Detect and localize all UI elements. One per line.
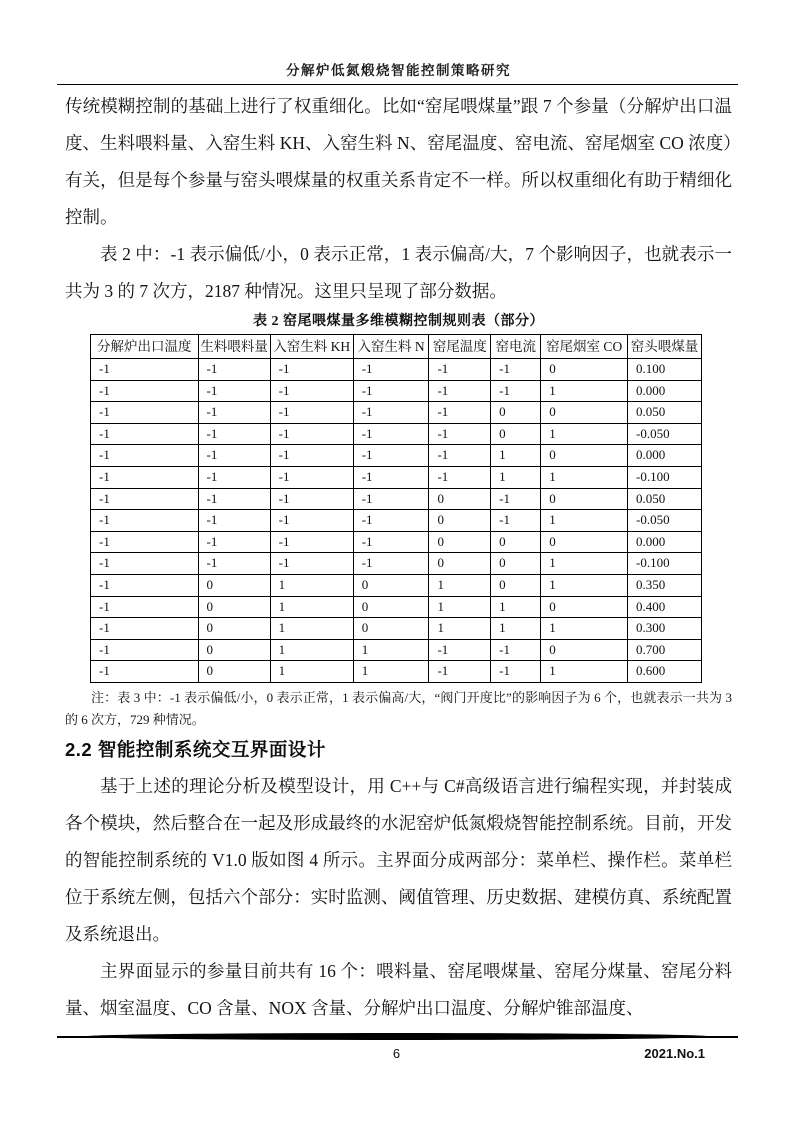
paragraph-main-interface-params: 主界面显示的参量目前共有 16 个：喂料量、窑尾喂煤量、窑尾分煤量、窑尾分料量、烟室温度、CO 含量、NOX 含量、分解炉出口温度、分解炉锥部温度、 <box>65 960 732 1018</box>
paragraph-weight-refinement: 传统模糊控制的基础上进行了权重细化。比如“窑尾喂煤量”跟 7 个参量（分解炉出口温度、生料喂料量、入窑生料 KH、入窑生料 N、窑尾温度、窑电流、窑尾烟室 CO 浓度）有关，但是每个参量与窑头喂煤量的权重关系肯定不一样。所以权重细化有助于精细化控制。 <box>65 96 732 227</box>
table-cell: 0.050 <box>628 402 702 424</box>
table-cell: 1 <box>429 618 491 640</box>
table-row <box>91 618 702 640</box>
rules-table <box>90 334 702 683</box>
table-cell: -1 <box>429 445 491 467</box>
table-cell: 1 <box>270 639 353 661</box>
table-row <box>91 466 702 488</box>
table-cell: 1 <box>541 510 628 532</box>
table-cell: 0 <box>198 661 270 683</box>
table-cell: -1 <box>198 553 270 575</box>
table-cell: 0.400 <box>628 596 702 618</box>
table-cell: -1 <box>91 531 199 553</box>
table-cell: 1 <box>270 618 353 640</box>
table-cell: 0 <box>353 574 429 596</box>
table-row <box>91 510 702 532</box>
journal-issue: 2021.No.1 <box>644 1046 705 1061</box>
table-cell: 0 <box>541 445 628 467</box>
table-cell: -1 <box>353 445 429 467</box>
table-row <box>91 574 702 596</box>
table-cell: 1 <box>541 380 628 402</box>
table-cell: -1 <box>353 531 429 553</box>
table-cell: 1 <box>541 574 628 596</box>
table-cell: -1 <box>429 661 491 683</box>
table-cell: 1 <box>270 596 353 618</box>
table-cell: 1 <box>491 445 541 467</box>
table-cell: 0 <box>491 423 541 445</box>
table-cell: -1 <box>270 488 353 510</box>
table-row <box>91 423 702 445</box>
table-cell: 0 <box>541 488 628 510</box>
column-header: 入窑生料 KH <box>270 335 353 359</box>
table-cell: -1 <box>198 359 270 381</box>
table-cell: -1 <box>491 639 541 661</box>
table-cell: -0.100 <box>628 553 702 575</box>
table-cell: -1 <box>270 553 353 575</box>
table-cell: -1 <box>198 531 270 553</box>
running-head-title: 分解炉低氮煅烧智能控制策略研究 <box>286 63 511 78</box>
table-cell: 0 <box>353 596 429 618</box>
table-header-row <box>91 335 702 359</box>
table-cell: 0 <box>491 402 541 424</box>
column-header: 窑电流 <box>491 335 541 359</box>
table-cell: -1 <box>270 466 353 488</box>
table-cell: 0.300 <box>628 618 702 640</box>
table-cell: -1 <box>353 402 429 424</box>
table-cell: 1 <box>541 553 628 575</box>
table-cell: 1 <box>429 596 491 618</box>
table-cell: -1 <box>198 466 270 488</box>
table-cell: -1 <box>91 423 199 445</box>
page-number: 6 <box>392 1046 401 1061</box>
table-cell: -1 <box>491 359 541 381</box>
table-row <box>91 596 702 618</box>
table-cell: 1 <box>541 661 628 683</box>
table-row <box>91 531 702 553</box>
table-cell: -1 <box>270 423 353 445</box>
table-cell: -1 <box>353 466 429 488</box>
table-cell: -1 <box>270 510 353 532</box>
table-cell: -1 <box>270 531 353 553</box>
table-cell: 0.700 <box>628 639 702 661</box>
table-cell: -1 <box>198 510 270 532</box>
table-cell: 1 <box>429 574 491 596</box>
page-content <box>65 88 732 1027</box>
table-cell: 0.600 <box>628 661 702 683</box>
table-cell: 0.100 <box>628 359 702 381</box>
table-cell: -1 <box>429 402 491 424</box>
table-cell: -1 <box>91 596 199 618</box>
table-cell: -1 <box>353 510 429 532</box>
table-cell: -1 <box>91 618 199 640</box>
column-header: 窑尾烟室 CO <box>541 335 628 359</box>
table-cell: -1 <box>270 380 353 402</box>
table-cell: 0 <box>541 639 628 661</box>
paragraph-table2-explanation: 表 2 中：-1 表示偏低/小，0 表示正常，1 表示偏高/大，7 个影响因子，也就表示一共为 3 的 7 次方，2187 种情况。这里只呈现了部分数据。 <box>65 244 732 301</box>
table-cell: -1 <box>491 380 541 402</box>
table-cell: -1 <box>353 380 429 402</box>
table-cell: 0.000 <box>628 445 702 467</box>
table-cell: -1 <box>198 423 270 445</box>
table-cell: -1 <box>270 359 353 381</box>
table-cell: 1 <box>541 423 628 445</box>
column-header: 窑头喂煤量 <box>628 335 702 359</box>
table-cell: -1 <box>91 445 199 467</box>
table-cell: -1 <box>270 445 353 467</box>
table-cell: -1 <box>198 380 270 402</box>
table-cell: 0 <box>541 531 628 553</box>
table-cell: 0.000 <box>628 531 702 553</box>
table-cell: 0 <box>541 359 628 381</box>
table-cell: -1 <box>91 639 199 661</box>
table-cell: -1 <box>491 661 541 683</box>
table-cell: 1 <box>541 618 628 640</box>
table-cell: 0 <box>198 596 270 618</box>
table-cell: -1 <box>353 359 429 381</box>
table-cell: 0 <box>491 531 541 553</box>
table-cell: -1 <box>353 488 429 510</box>
table-cell: -1 <box>270 402 353 424</box>
table-cell: -1 <box>91 510 199 532</box>
table-row <box>91 553 702 575</box>
table-cell: -1 <box>91 466 199 488</box>
table-caption: 表 2 窑尾喂煤量多维模糊控制规则表（部分） <box>253 314 544 329</box>
table-row <box>91 488 702 510</box>
table-cell: -1 <box>429 466 491 488</box>
table-row <box>91 661 702 683</box>
table-row <box>91 445 702 467</box>
table-cell: -1 <box>429 639 491 661</box>
column-header: 窑尾温度 <box>429 335 491 359</box>
table-cell: 0 <box>353 618 429 640</box>
table-cell: 1 <box>353 661 429 683</box>
footer-rule <box>57 1033 738 1041</box>
table-cell: 1 <box>491 596 541 618</box>
table-cell: -1 <box>353 553 429 575</box>
table-cell: -1 <box>91 488 199 510</box>
column-header: 入窑生料 N <box>353 335 429 359</box>
table-cell: 0 <box>541 402 628 424</box>
table-cell: 0 <box>429 531 491 553</box>
table-cell: -0.050 <box>628 423 702 445</box>
table-cell: -1 <box>429 423 491 445</box>
column-header: 生料喂料量 <box>198 335 270 359</box>
table-cell: 0.050 <box>628 488 702 510</box>
table-row <box>91 359 702 381</box>
table-cell: -0.100 <box>628 466 702 488</box>
table-cell: 0 <box>491 574 541 596</box>
table-cell: -1 <box>198 445 270 467</box>
table-cell: -0.050 <box>628 510 702 532</box>
section-heading-2-2: 2.2 智能控制系统交互界面设计 <box>65 738 326 760</box>
table-cell: -1 <box>91 661 199 683</box>
table-cell: 0 <box>429 510 491 532</box>
table-cell: -1 <box>91 402 199 424</box>
table-row <box>91 380 702 402</box>
table-cell: -1 <box>353 423 429 445</box>
table-row <box>91 402 702 424</box>
table-cell: 0 <box>491 553 541 575</box>
table-cell: 1 <box>541 466 628 488</box>
footer-rule-thick-stroke <box>84 1033 711 1040</box>
table-row <box>91 639 702 661</box>
header-rule <box>57 84 738 85</box>
table-cell: -1 <box>91 553 199 575</box>
column-header: 分解炉出口温度 <box>91 335 199 359</box>
table-cell: 0 <box>198 574 270 596</box>
table-cell: -1 <box>91 380 199 402</box>
table-cell: 1 <box>270 661 353 683</box>
table-cell: 1 <box>353 639 429 661</box>
table-cell: 1 <box>270 574 353 596</box>
table-cell: -1 <box>491 510 541 532</box>
table-cell: 1 <box>491 466 541 488</box>
table-cell: 0 <box>198 618 270 640</box>
paragraph-system-implementation: 基于上述的理论分析及模型设计，用 C++与 C#高级语言进行编程实现，并封装成各个模块，然后整合在一起及形成最终的水泥窑炉低氮煅烧智能控制系统。目前，开发的智能控制系统的 V1.0 版如图 4 所示。主界面分成两部分：菜单栏、操作栏。菜单栏位于系统左侧，包括六个部分：实时监测、阈值管理、历史数据、建模仿真、系统配置及系统退出。 <box>65 775 732 944</box>
table-cell: -1 <box>91 574 199 596</box>
table-cell: 0 <box>429 553 491 575</box>
table-cell: -1 <box>491 488 541 510</box>
table-cell: -1 <box>198 402 270 424</box>
table-cell: -1 <box>198 488 270 510</box>
table-cell: 0.000 <box>628 380 702 402</box>
table-note: 注：表 3 中：-1 表示偏低/小，0 表示正常，1 表示偏高/大，“阀门开度比”的影响因子为 6 个，也就表示一共为 3 的 6 次方，729 种情况。 <box>65 689 732 727</box>
table-cell: 1 <box>491 618 541 640</box>
table-cell: -1 <box>91 359 199 381</box>
table-body <box>91 359 702 683</box>
table-cell: 0.350 <box>628 574 702 596</box>
table-cell: 0 <box>198 639 270 661</box>
table-cell: 0 <box>429 488 491 510</box>
table-cell: 0 <box>541 596 628 618</box>
table-cell: -1 <box>429 380 491 402</box>
table-cell: -1 <box>429 359 491 381</box>
